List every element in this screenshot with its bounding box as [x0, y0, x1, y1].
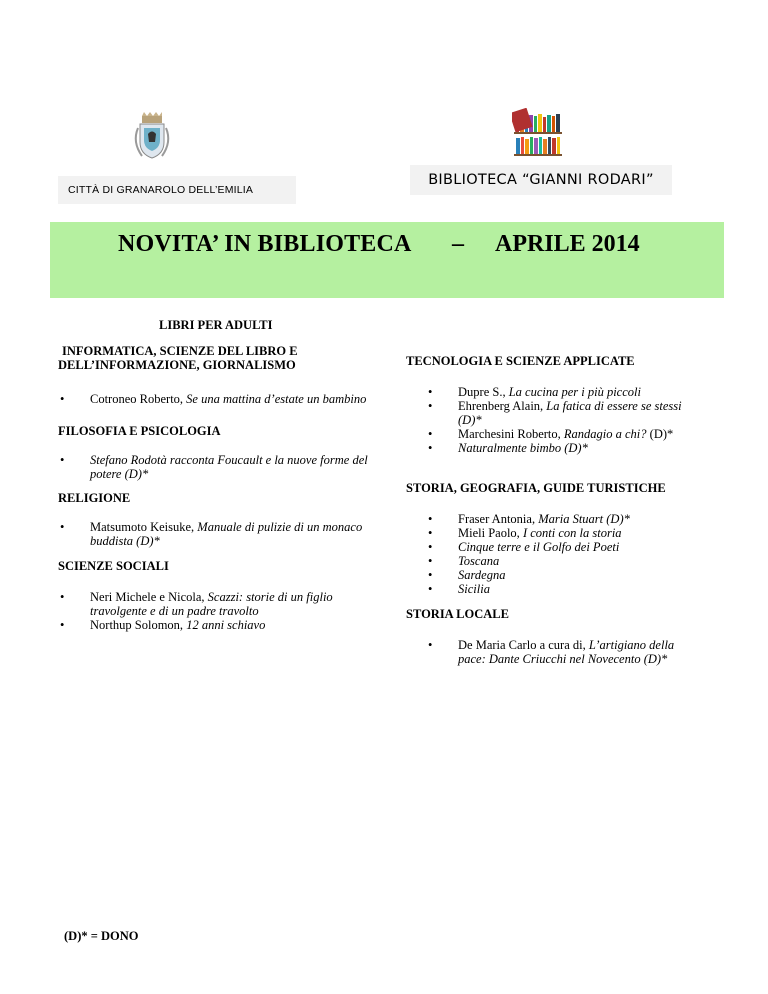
book-title: I conti con la storia	[522, 526, 622, 540]
banner-title: NOVITA’ IN BIBLIOTECA	[118, 231, 412, 257]
footnote-dono: (D)* = DONO	[64, 929, 139, 943]
subtitle-adult-books: LIBRI PER ADULTI	[159, 318, 273, 332]
section-heading: STORIA, GEOGRAFIA, GUIDE TURISTICHE	[406, 481, 666, 495]
book-entry	[428, 540, 692, 554]
book-entry	[428, 568, 692, 582]
section-storia-locale	[406, 607, 692, 666]
book-title: Randagio a chi?	[563, 427, 647, 441]
book-entry	[428, 385, 692, 399]
book-note: (D)*	[646, 427, 674, 441]
municipal-crest-icon	[128, 112, 176, 162]
book-entry	[428, 427, 692, 441]
book-list	[58, 453, 368, 481]
book-author: Neri Michele e Nicola,	[90, 590, 208, 604]
book-entry	[60, 453, 368, 481]
bullet-icon: •	[428, 512, 433, 526]
section-informatica	[58, 344, 368, 406]
book-entry	[428, 399, 692, 427]
book-entry	[60, 392, 368, 406]
section-tecnologia	[406, 354, 692, 455]
bullet-icon: •	[60, 392, 65, 406]
city-name: CITTÀ DI GRANAROLO DELL’EMILIA	[58, 176, 296, 204]
section-heading: INFORMATICA, SCIENZE DEL LIBRO E	[62, 344, 298, 358]
book-title: Cinque terre e il Golfo dei Poeti	[458, 540, 620, 554]
bullet-icon: •	[428, 399, 433, 413]
bullet-icon: •	[60, 520, 65, 534]
book-title: L’artigiano della pace: Dante Criucchi nel Novecento (D)*	[458, 638, 675, 666]
book-entry	[428, 582, 692, 596]
library-name: BIBLIOTECA “GIANNI RODARI”	[410, 165, 672, 195]
book-entry	[428, 554, 692, 568]
book-entry	[428, 441, 692, 455]
section-filosofia	[58, 424, 368, 481]
section-religione	[58, 491, 368, 548]
book-list	[58, 392, 368, 406]
book-author: Dupre S.,	[458, 385, 509, 399]
book-author: De Maria Carlo a cura di,	[458, 638, 589, 652]
book-title: Naturalmente bimbo (D)*	[458, 441, 588, 455]
book-entry	[60, 618, 368, 632]
book-entry	[428, 512, 692, 526]
book-title: Maria Stuart (D)*	[538, 512, 630, 526]
book-list	[406, 512, 692, 596]
book-title: Sicilia	[458, 582, 490, 596]
section-heading: DELL’INFORMAZIONE, GIORNALISMO	[58, 358, 296, 372]
book-author: Northup Solomon,	[90, 618, 187, 632]
bullet-icon: •	[428, 385, 433, 399]
bullet-icon: •	[428, 582, 433, 596]
book-author: Ehrenberg Alain,	[458, 399, 547, 413]
book-title: Scazzi: storie di un figlio travolgente e di un padre travolto	[90, 590, 333, 618]
book-list	[58, 520, 368, 548]
section-heading: STORIA LOCALE	[406, 607, 509, 621]
bullet-icon: •	[428, 554, 433, 568]
section-heading: TECNOLOGIA E SCIENZE APPLICATE	[406, 354, 635, 368]
section-heading: RELIGIONE	[58, 491, 131, 505]
book-title: Toscana	[458, 554, 500, 568]
bullet-icon: •	[428, 441, 433, 455]
book-title: 12 anni schiavo	[186, 618, 266, 632]
book-title: Sardegna	[458, 568, 506, 582]
section-heading: FILOSOFIA E PSICOLOGIA	[58, 424, 221, 438]
section-heading: SCIENZE SOCIALI	[58, 559, 169, 573]
book-entry	[428, 526, 692, 540]
book-author: Marchesini Roberto,	[458, 427, 564, 441]
book-title: La fatica di essere se stessi (D)*	[458, 399, 682, 427]
banner-dash: –	[452, 231, 464, 257]
bullet-icon: •	[428, 526, 433, 540]
book-list	[406, 638, 692, 666]
bullet-icon: •	[428, 540, 433, 554]
book-title: Stefano Rodotà racconta Foucault e la nuove forme del potere (D)*	[90, 453, 368, 481]
book-author: Mieli Paolo,	[458, 526, 523, 540]
book-entry	[60, 590, 368, 618]
book-title: Manuale di pulizie di un monaco buddista (D)*	[90, 520, 363, 548]
section-storia-geografia	[406, 481, 692, 596]
book-title: Se una mattina d’estate un bambino	[186, 392, 367, 406]
book-author: Matsumoto Keisuke,	[90, 520, 198, 534]
book-title: La cucina per i più piccoli	[508, 385, 641, 399]
bullet-icon: •	[60, 590, 65, 604]
bullet-icon: •	[60, 618, 65, 632]
bullet-icon: •	[428, 568, 433, 582]
book-author: Fraser Antonia,	[458, 512, 539, 526]
bullet-icon: •	[428, 638, 433, 652]
book-list	[58, 590, 368, 632]
books-icon	[512, 108, 564, 158]
bullet-icon: •	[60, 453, 65, 467]
book-entry	[428, 638, 692, 666]
book-author: Cotroneo Roberto,	[90, 392, 187, 406]
bullet-icon: •	[428, 427, 433, 441]
banner-date: APRILE 2014	[495, 231, 640, 257]
book-entry	[60, 520, 368, 548]
section-scienze-sociali	[58, 559, 368, 632]
book-list	[406, 385, 692, 455]
